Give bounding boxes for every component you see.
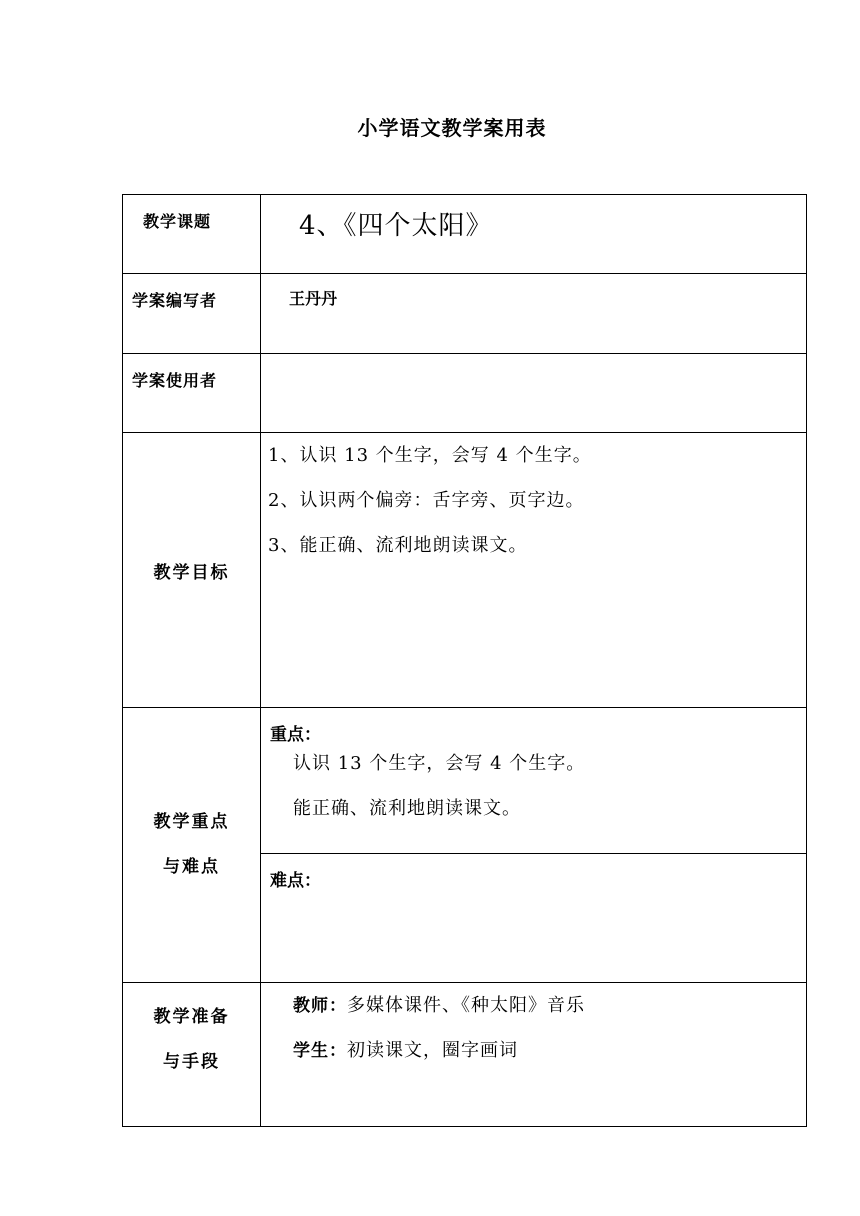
key-item: 能正确、流利地朗读课文。 xyxy=(293,798,521,819)
goal-item: 3、能正确、流利地朗读课文。 xyxy=(268,535,528,556)
writer-row xyxy=(123,274,807,354)
writer-value: 王丹丹 xyxy=(261,274,807,354)
user-value xyxy=(261,354,807,433)
preparation-label-line1: 教学准备 xyxy=(153,1007,230,1027)
key-points-label xyxy=(123,708,261,983)
preparation-label-line2: 与手段 xyxy=(163,1052,220,1072)
topic-row xyxy=(123,195,807,274)
preparation-cell xyxy=(261,983,807,1127)
topic-value: 4、《四个太阳》 xyxy=(261,195,807,274)
difficulty-heading: 难点： xyxy=(270,871,321,891)
goals-label: 教学目标 xyxy=(123,433,261,708)
user-row xyxy=(123,354,807,433)
teacher-value: 多媒体课件、《种太阳》音乐 xyxy=(347,995,585,1016)
teacher-key: 教师： xyxy=(293,996,347,1016)
student-key: 学生： xyxy=(293,1041,347,1061)
goals-list xyxy=(261,433,807,708)
preparation-row xyxy=(123,983,807,1127)
goal-item: 1、认识 13 个生字，会写 4 个生字。 xyxy=(268,445,592,466)
goals-row xyxy=(123,433,807,708)
key-points-cell xyxy=(261,708,807,854)
user-label: 学案使用者 xyxy=(123,354,261,433)
key-points-label-line2: 与难点 xyxy=(163,857,220,877)
writer-label: 学案编写者 xyxy=(123,274,261,354)
topic-label: 教学课题 xyxy=(123,195,261,274)
key-points-row xyxy=(123,708,807,854)
teacher-line xyxy=(293,995,806,1040)
key-heading: 重点： xyxy=(270,725,321,745)
key-points-label-line1: 教学重点 xyxy=(153,812,230,832)
difficulty-text xyxy=(261,899,806,944)
student-line xyxy=(293,1040,806,1085)
goal-item: 2、认识两个偏旁：舌字旁、页字边。 xyxy=(268,490,585,511)
lesson-plan-table xyxy=(122,194,807,1127)
document-title: 小学语文教学案用表 xyxy=(357,116,547,140)
preparation-label xyxy=(123,983,261,1127)
key-item: 认识 13 个生字，会写 4 个生字。 xyxy=(293,753,586,774)
difficulty-cell xyxy=(261,854,807,983)
student-value: 初读课文，圈字画词 xyxy=(347,1040,518,1061)
